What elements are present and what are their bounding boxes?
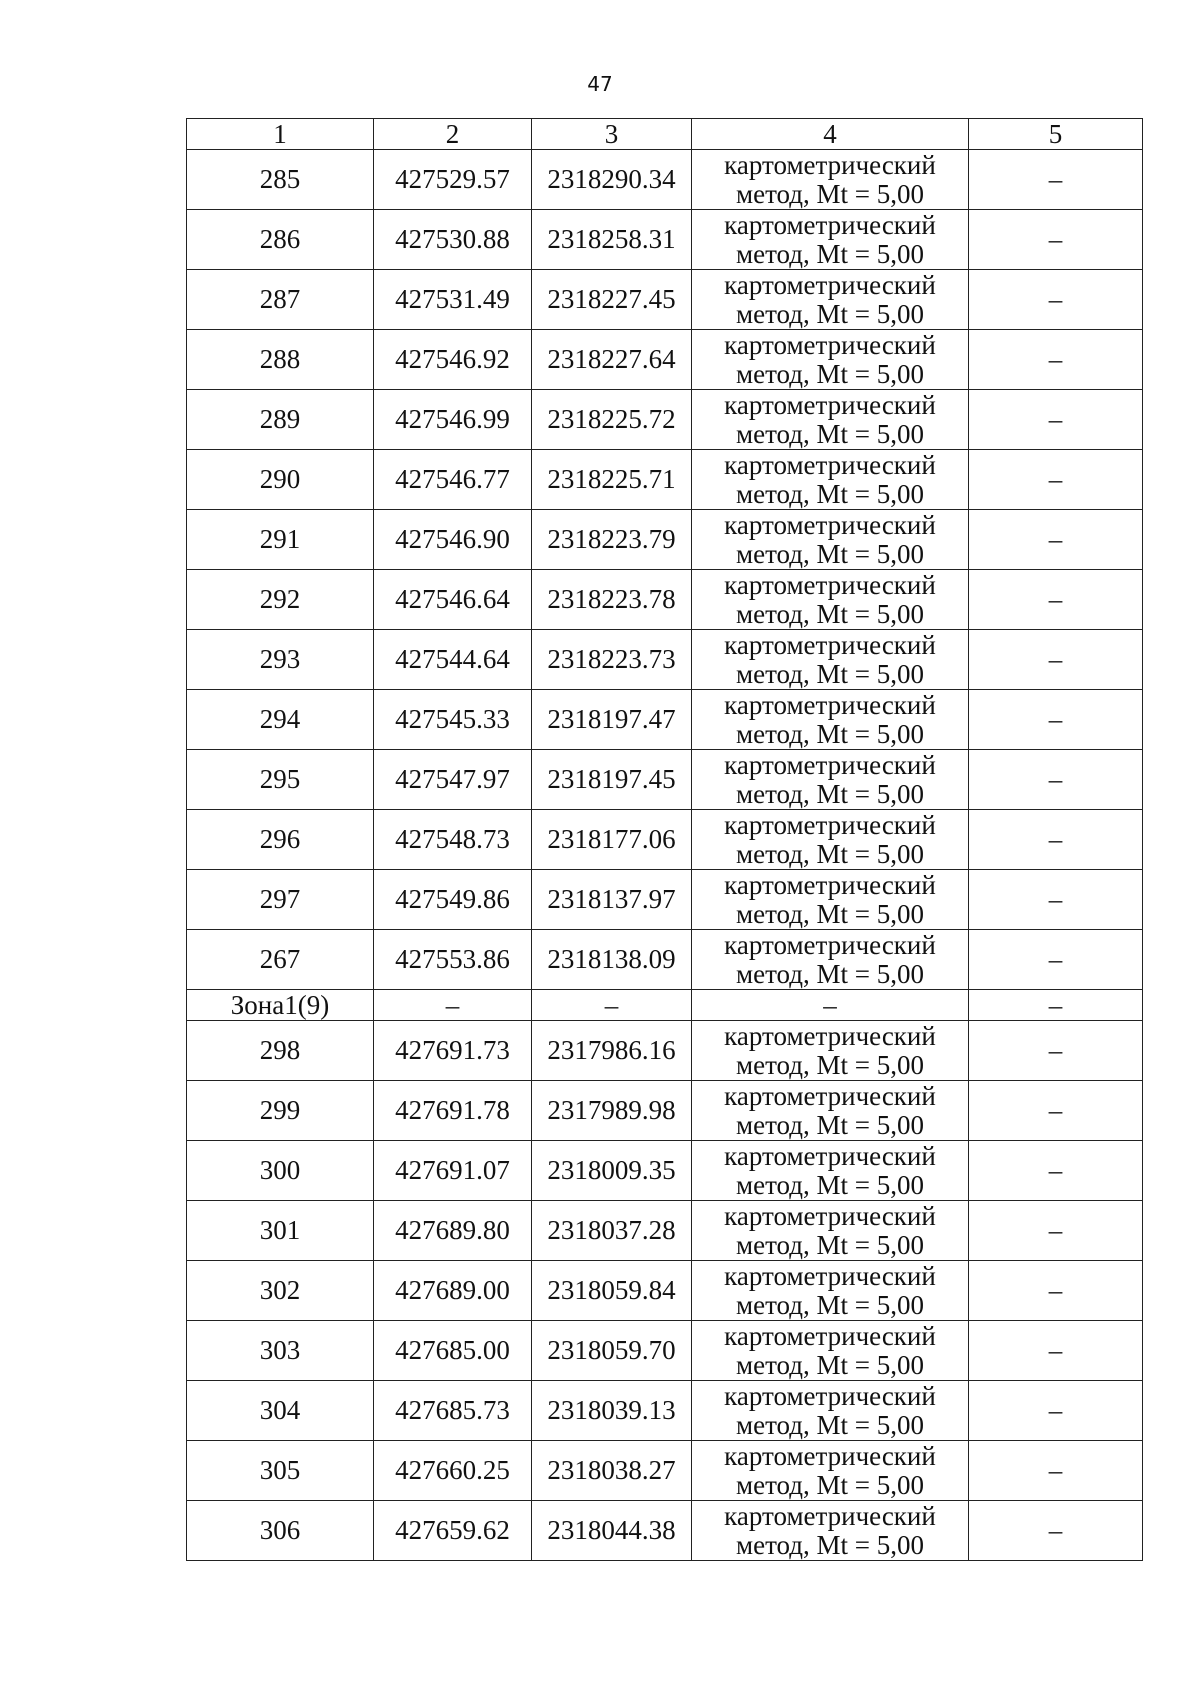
method-line-1: картометрический [724, 1380, 936, 1411]
y-coordinate-cell: 2318225.72 [532, 390, 692, 450]
y-coordinate-cell: 2318138.09 [532, 930, 692, 990]
method-line-1: картометрический [724, 389, 936, 420]
method-line-2: метод, Mt = 5,00 [736, 238, 924, 269]
method-cell [692, 810, 969, 870]
x-coordinate-cell: 427545.33 [374, 690, 532, 750]
y-coordinate-cell: 2318059.70 [532, 1321, 692, 1381]
point-number-cell: 300 [187, 1141, 374, 1201]
method-cell: – [692, 990, 969, 1021]
point-number-cell: 297 [187, 870, 374, 930]
table-row [187, 450, 1143, 510]
table-row [187, 870, 1143, 930]
method-line-1: картометрический [724, 689, 936, 720]
y-coordinate-cell: 2318258.31 [532, 210, 692, 270]
method-line-1: картометрический [724, 149, 936, 180]
method-line-2: метод, Mt = 5,00 [736, 1109, 924, 1140]
table-row [187, 390, 1143, 450]
point-number-cell: 305 [187, 1441, 374, 1501]
note-cell: – [969, 570, 1143, 630]
method-cell [692, 1201, 969, 1261]
point-number-cell: 288 [187, 330, 374, 390]
y-coordinate-cell: 2318038.27 [532, 1441, 692, 1501]
y-coordinate-cell: 2318009.35 [532, 1141, 692, 1201]
method-line-2: метод, Mt = 5,00 [736, 1229, 924, 1260]
method-line-1: картометрический [724, 629, 936, 660]
method-cell [692, 330, 969, 390]
y-coordinate-cell: 2318059.84 [532, 1261, 692, 1321]
table-row [187, 270, 1143, 330]
page-number: 47 [587, 72, 613, 96]
note-cell: – [969, 1201, 1143, 1261]
table-row [187, 1381, 1143, 1441]
method-cell [692, 870, 969, 930]
table-header-row [187, 119, 1143, 150]
x-coordinate-cell: 427659.62 [374, 1501, 532, 1561]
y-coordinate-cell: 2318197.45 [532, 750, 692, 810]
x-coordinate-cell: 427547.97 [374, 750, 532, 810]
method-line-2: метод, Mt = 5,00 [736, 1469, 924, 1500]
x-coordinate-cell: 427546.90 [374, 510, 532, 570]
y-coordinate-cell: 2318225.71 [532, 450, 692, 510]
y-coordinate-cell: 2317989.98 [532, 1081, 692, 1141]
x-coordinate-cell: 427660.25 [374, 1441, 532, 1501]
table-row [187, 1081, 1143, 1141]
method-line-2: метод, Mt = 5,00 [736, 1049, 924, 1080]
x-coordinate-cell: 427549.86 [374, 870, 532, 930]
method-line-1: картометрический [724, 509, 936, 540]
table-row [187, 1201, 1143, 1261]
method-line-2: метод, Mt = 5,00 [736, 538, 924, 569]
x-coordinate-cell: 427685.00 [374, 1321, 532, 1381]
table-row [187, 570, 1143, 630]
table-row [187, 1141, 1143, 1201]
method-cell [692, 1381, 969, 1441]
y-coordinate-cell: 2318197.47 [532, 690, 692, 750]
column-header: 1 [187, 119, 374, 150]
method-cell [692, 630, 969, 690]
point-number-cell: 289 [187, 390, 374, 450]
point-number-cell: 287 [187, 270, 374, 330]
point-number-cell: 296 [187, 810, 374, 870]
note-cell: – [969, 750, 1143, 810]
method-line-2: метод, Mt = 5,00 [736, 178, 924, 209]
point-number-cell: 267 [187, 930, 374, 990]
table-row [187, 930, 1143, 990]
note-cell: – [969, 330, 1143, 390]
y-coordinate-cell: 2318227.64 [532, 330, 692, 390]
note-cell: – [969, 1141, 1143, 1201]
method-cell [692, 1441, 969, 1501]
method-line-1: картометрический [724, 449, 936, 480]
note-cell: – [969, 990, 1143, 1021]
point-number-cell: 304 [187, 1381, 374, 1441]
method-cell [692, 930, 969, 990]
y-coordinate-cell: 2318177.06 [532, 810, 692, 870]
table-row [187, 1261, 1143, 1321]
x-coordinate-cell: 427691.78 [374, 1081, 532, 1141]
x-coordinate-cell: 427546.99 [374, 390, 532, 450]
zone-row [187, 990, 1143, 1021]
method-line-1: картометрический [724, 1200, 936, 1231]
note-cell: – [969, 870, 1143, 930]
method-line-1: картометрический [724, 869, 936, 900]
method-line-1: картометрический [724, 1500, 936, 1531]
method-cell [692, 750, 969, 810]
point-number-cell: 290 [187, 450, 374, 510]
x-coordinate-cell: 427548.73 [374, 810, 532, 870]
table-row [187, 510, 1143, 570]
table-row [187, 750, 1143, 810]
method-line-1: картометрический [724, 749, 936, 780]
table-row [187, 1021, 1143, 1081]
x-coordinate-cell: 427546.77 [374, 450, 532, 510]
method-line-2: метод, Mt = 5,00 [736, 1289, 924, 1320]
method-line-1: картометрический [724, 1080, 936, 1111]
note-cell: – [969, 390, 1143, 450]
x-coordinate-cell: 427691.73 [374, 1021, 532, 1081]
y-coordinate-cell: 2318037.28 [532, 1201, 692, 1261]
method-line-2: метод, Mt = 5,00 [736, 598, 924, 629]
method-line-2: метод, Mt = 5,00 [736, 718, 924, 749]
note-cell: – [969, 510, 1143, 570]
note-cell: – [969, 210, 1143, 270]
column-header: 2 [374, 119, 532, 150]
method-cell [692, 150, 969, 210]
y-coordinate-cell: 2318044.38 [532, 1501, 692, 1561]
x-coordinate-cell: 427530.88 [374, 210, 532, 270]
y-coordinate-cell: 2318223.78 [532, 570, 692, 630]
y-cell: – [532, 990, 692, 1021]
method-cell [692, 270, 969, 330]
point-number-cell: 286 [187, 210, 374, 270]
y-coordinate-cell: 2318223.79 [532, 510, 692, 570]
table-row [187, 810, 1143, 870]
method-line-2: метод, Mt = 5,00 [736, 658, 924, 689]
y-coordinate-cell: 2317986.16 [532, 1021, 692, 1081]
x-coordinate-cell: 427544.64 [374, 630, 532, 690]
method-line-1: картометрический [724, 269, 936, 300]
point-number-cell: 299 [187, 1081, 374, 1141]
method-line-1: картометрический [724, 929, 936, 960]
x-coordinate-cell: 427546.64 [374, 570, 532, 630]
note-cell: – [969, 450, 1143, 510]
method-line-2: метод, Mt = 5,00 [736, 1169, 924, 1200]
point-number-cell: 303 [187, 1321, 374, 1381]
note-cell: – [969, 630, 1143, 690]
method-line-2: метод, Mt = 5,00 [736, 418, 924, 449]
note-cell: – [969, 810, 1143, 870]
method-line-2: метод, Mt = 5,00 [736, 1529, 924, 1560]
note-cell: – [969, 690, 1143, 750]
x-coordinate-cell: 427689.00 [374, 1261, 532, 1321]
table-row [187, 330, 1143, 390]
table-row [187, 630, 1143, 690]
method-line-1: картометрический [724, 329, 936, 360]
method-cell [692, 1141, 969, 1201]
method-line-2: метод, Mt = 5,00 [736, 298, 924, 329]
point-number-cell: 292 [187, 570, 374, 630]
column-header: 3 [532, 119, 692, 150]
x-coordinate-cell: 427529.57 [374, 150, 532, 210]
note-cell: – [969, 270, 1143, 330]
point-number-cell: 294 [187, 690, 374, 750]
y-coordinate-cell: 2318227.45 [532, 270, 692, 330]
point-number-cell: 291 [187, 510, 374, 570]
method-cell [692, 450, 969, 510]
method-line-1: картометрический [724, 809, 936, 840]
method-line-2: метод, Mt = 5,00 [736, 478, 924, 509]
method-cell [692, 690, 969, 750]
x-coordinate-cell: 427689.80 [374, 1201, 532, 1261]
coordinates-table-body [187, 119, 1143, 1561]
table-row [187, 1501, 1143, 1561]
note-cell: – [969, 150, 1143, 210]
y-coordinate-cell: 2318137.97 [532, 870, 692, 930]
method-line-2: метод, Mt = 5,00 [736, 898, 924, 929]
method-line-1: картометрический [724, 1440, 936, 1471]
method-line-2: метод, Mt = 5,00 [736, 1349, 924, 1380]
table-row [187, 1321, 1143, 1381]
zone-label-cell: Зона1(9) [187, 990, 374, 1021]
method-line-2: метод, Mt = 5,00 [736, 958, 924, 989]
point-number-cell: 285 [187, 150, 374, 210]
x-coordinate-cell: 427546.92 [374, 330, 532, 390]
method-line-2: метод, Mt = 5,00 [736, 1409, 924, 1440]
method-line-2: метод, Mt = 5,00 [736, 838, 924, 869]
x-coordinate-cell: 427531.49 [374, 270, 532, 330]
method-cell [692, 1321, 969, 1381]
method-cell [692, 570, 969, 630]
y-coordinate-cell: 2318223.73 [532, 630, 692, 690]
x-coordinate-cell: 427691.07 [374, 1141, 532, 1201]
table-row [187, 1441, 1143, 1501]
method-cell [692, 1501, 969, 1561]
note-cell: – [969, 1081, 1143, 1141]
method-line-2: метод, Mt = 5,00 [736, 778, 924, 809]
method-line-1: картометрический [724, 1020, 936, 1051]
x-coordinate-cell: 427553.86 [374, 930, 532, 990]
method-line-1: картометрический [724, 569, 936, 600]
point-number-cell: 301 [187, 1201, 374, 1261]
method-cell [692, 510, 969, 570]
column-header: 5 [969, 119, 1143, 150]
method-cell [692, 210, 969, 270]
method-cell [692, 1261, 969, 1321]
note-cell: – [969, 930, 1143, 990]
x-coordinate-cell: 427685.73 [374, 1381, 532, 1441]
y-coordinate-cell: 2318290.34 [532, 150, 692, 210]
method-line-1: картометрический [724, 1140, 936, 1171]
note-cell: – [969, 1261, 1143, 1321]
note-cell: – [969, 1321, 1143, 1381]
method-line-2: метод, Mt = 5,00 [736, 358, 924, 389]
x-cell: – [374, 990, 532, 1021]
table-row [187, 690, 1143, 750]
method-line-1: картометрический [724, 209, 936, 240]
note-cell: – [969, 1501, 1143, 1561]
table-row [187, 210, 1143, 270]
note-cell: – [969, 1381, 1143, 1441]
point-number-cell: 295 [187, 750, 374, 810]
point-number-cell: 302 [187, 1261, 374, 1321]
point-number-cell: 298 [187, 1021, 374, 1081]
method-cell [692, 1081, 969, 1141]
point-number-cell: 293 [187, 630, 374, 690]
table-row [187, 150, 1143, 210]
note-cell: – [969, 1021, 1143, 1081]
note-cell: – [969, 1441, 1143, 1501]
y-coordinate-cell: 2318039.13 [532, 1381, 692, 1441]
method-line-1: картометрический [724, 1320, 936, 1351]
coordinates-table [186, 118, 1143, 1561]
point-number-cell: 306 [187, 1501, 374, 1561]
column-header: 4 [692, 119, 969, 150]
method-cell [692, 1021, 969, 1081]
method-line-1: картометрический [724, 1260, 936, 1291]
method-cell [692, 390, 969, 450]
